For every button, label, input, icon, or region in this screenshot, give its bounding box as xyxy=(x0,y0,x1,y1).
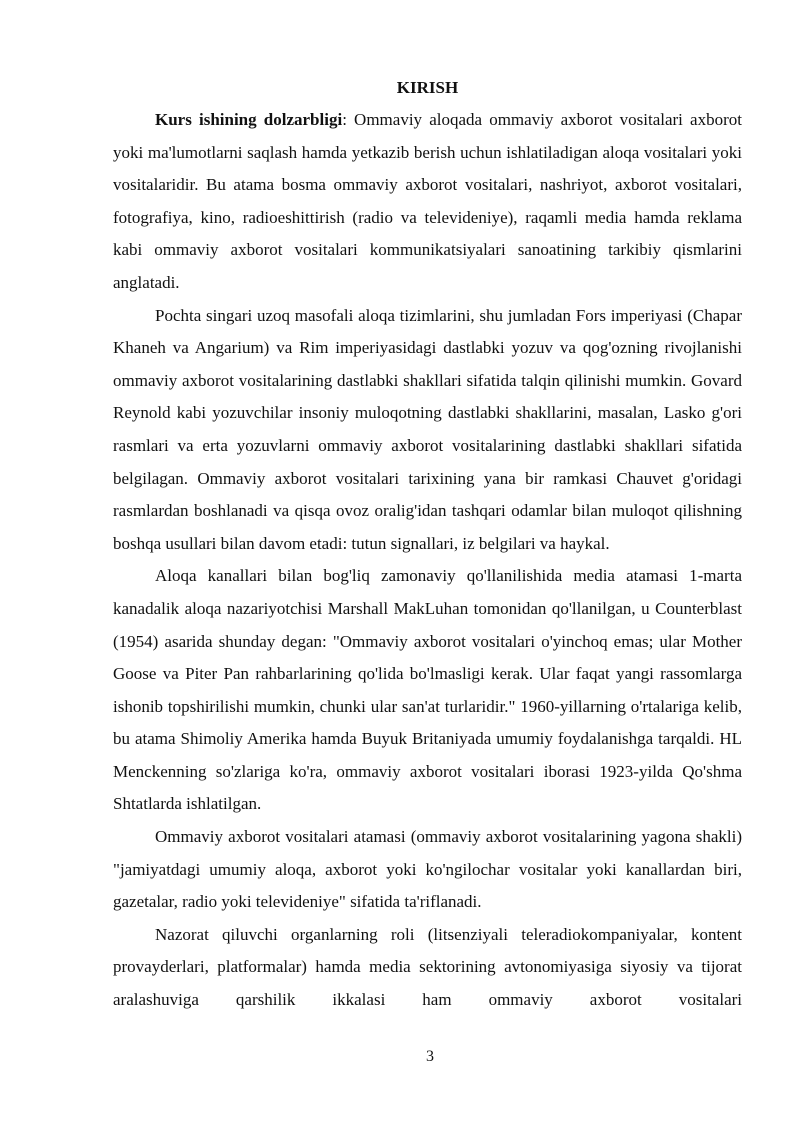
paragraph-relevance xyxy=(113,104,742,300)
page-number: 3 xyxy=(426,1048,434,1065)
paragraph-definition: Ommaviy axborot vositalari atamasi (ommaviy axborot vositalarining yagona shakli) "jamiyatdagi umumiy aloqa, axborot yoki ko'ngilochar vositalar yoki kanallardan biri, gazetalar, radio yoki televideniye" sifatida ta'riflanadi. xyxy=(113,827,742,912)
paragraph-regulators: Nazorat qiluvchi organlarning roli (litsenziyali teleradiokompaniyalar, kontent provayderlari, platformalar) hamda media sektorining avtonomiyasiga siyosiy va tijorat aralashuviga qarshilik ikkalasi ham ommaviy axborot vositalari xyxy=(113,924,742,1010)
paragraph-mcluhan: Aloqa kanallari bilan bog'liq zamonaviy qo'llanilishida media atamasi 1-marta kanadalik aloqa nazariyotchisi Marshall MakLuhan tomonidan qo'llanilgan, u Counterblast (1954) asarida shunday degan: "Ommaviy axborot vositalari o'yinchoq emas; ular Mother Goose va Piter Pan rahbarlarining qo'lida bo'lmasligi kerak. Ular faqat yangi rassomlarga ishonib topshirilishi mumkin, chunki ular san'at turlaridir." 1960-yillarning o'rtalariga kelib, bu atama Shimoliy Amerika hamda Buyuk Britaniyada umumiy foydalanishga tarqaldi. HL Menckenning so'zlariga ko'ra, ommaviy axborot vositalari iborasi 1923-yilda Qo'shma Shtatlarda ishlatilgan. xyxy=(113,566,742,814)
paragraph-history: Pochta singari uzoq masofali aloqa tizimlarini, shu jumladan Fors imperiyasi (Chapar Khaneh va Angarium) va Rim imperiyasidagi dastlabki yozuv va qog'ozning rivojlanishi ommaviy axborot vositalarining dastlabki shakllari sifatida talqin qilinishi mumkin. Govard Reynold kabi yozuvchilar insoniy muloqotning dastlabki shakllarini, masalan, Lasko g'ori rasmlari va erta yozuvlarni ommaviy axborot vositalarining dastlabki shakllari sifatida belgilagan. Ommaviy axborot vositalari tarixining yana bir ramkasi Chauvet g'oridagi rasmlardan boshlanadi va qisqa ovoz oralig'idan tashqari odamlar bilan muloqot qilishning boshqa usullari bilan davom etadi: tutun signallari, iz belgilari va haykal. xyxy=(113,305,742,553)
paragraph-text: : Ommaviy aloqada ommaviy axborot vositalari axborot yoki ma'lumotlarni saqlash hamda yetkazib berish uchun ishlatiladigan aloqa vositalari yoki vositalaridir. Bu atama bosma ommaviy axborot vositalari, nashriyot, axborot vositalari, fotografiya, kino, radioeshittirish (radio va televideniye), raqamli media hamda reklama kabi ommaviy axborot vositalari kommunikatsiyalari sanoatining tarkibiy qismlarini anglatadi. xyxy=(113,110,742,292)
section-heading: KIRISH xyxy=(396,78,459,97)
document-page xyxy=(113,72,742,1017)
paragraph-lead: Kurs ishining dolzarbligi xyxy=(155,110,343,129)
